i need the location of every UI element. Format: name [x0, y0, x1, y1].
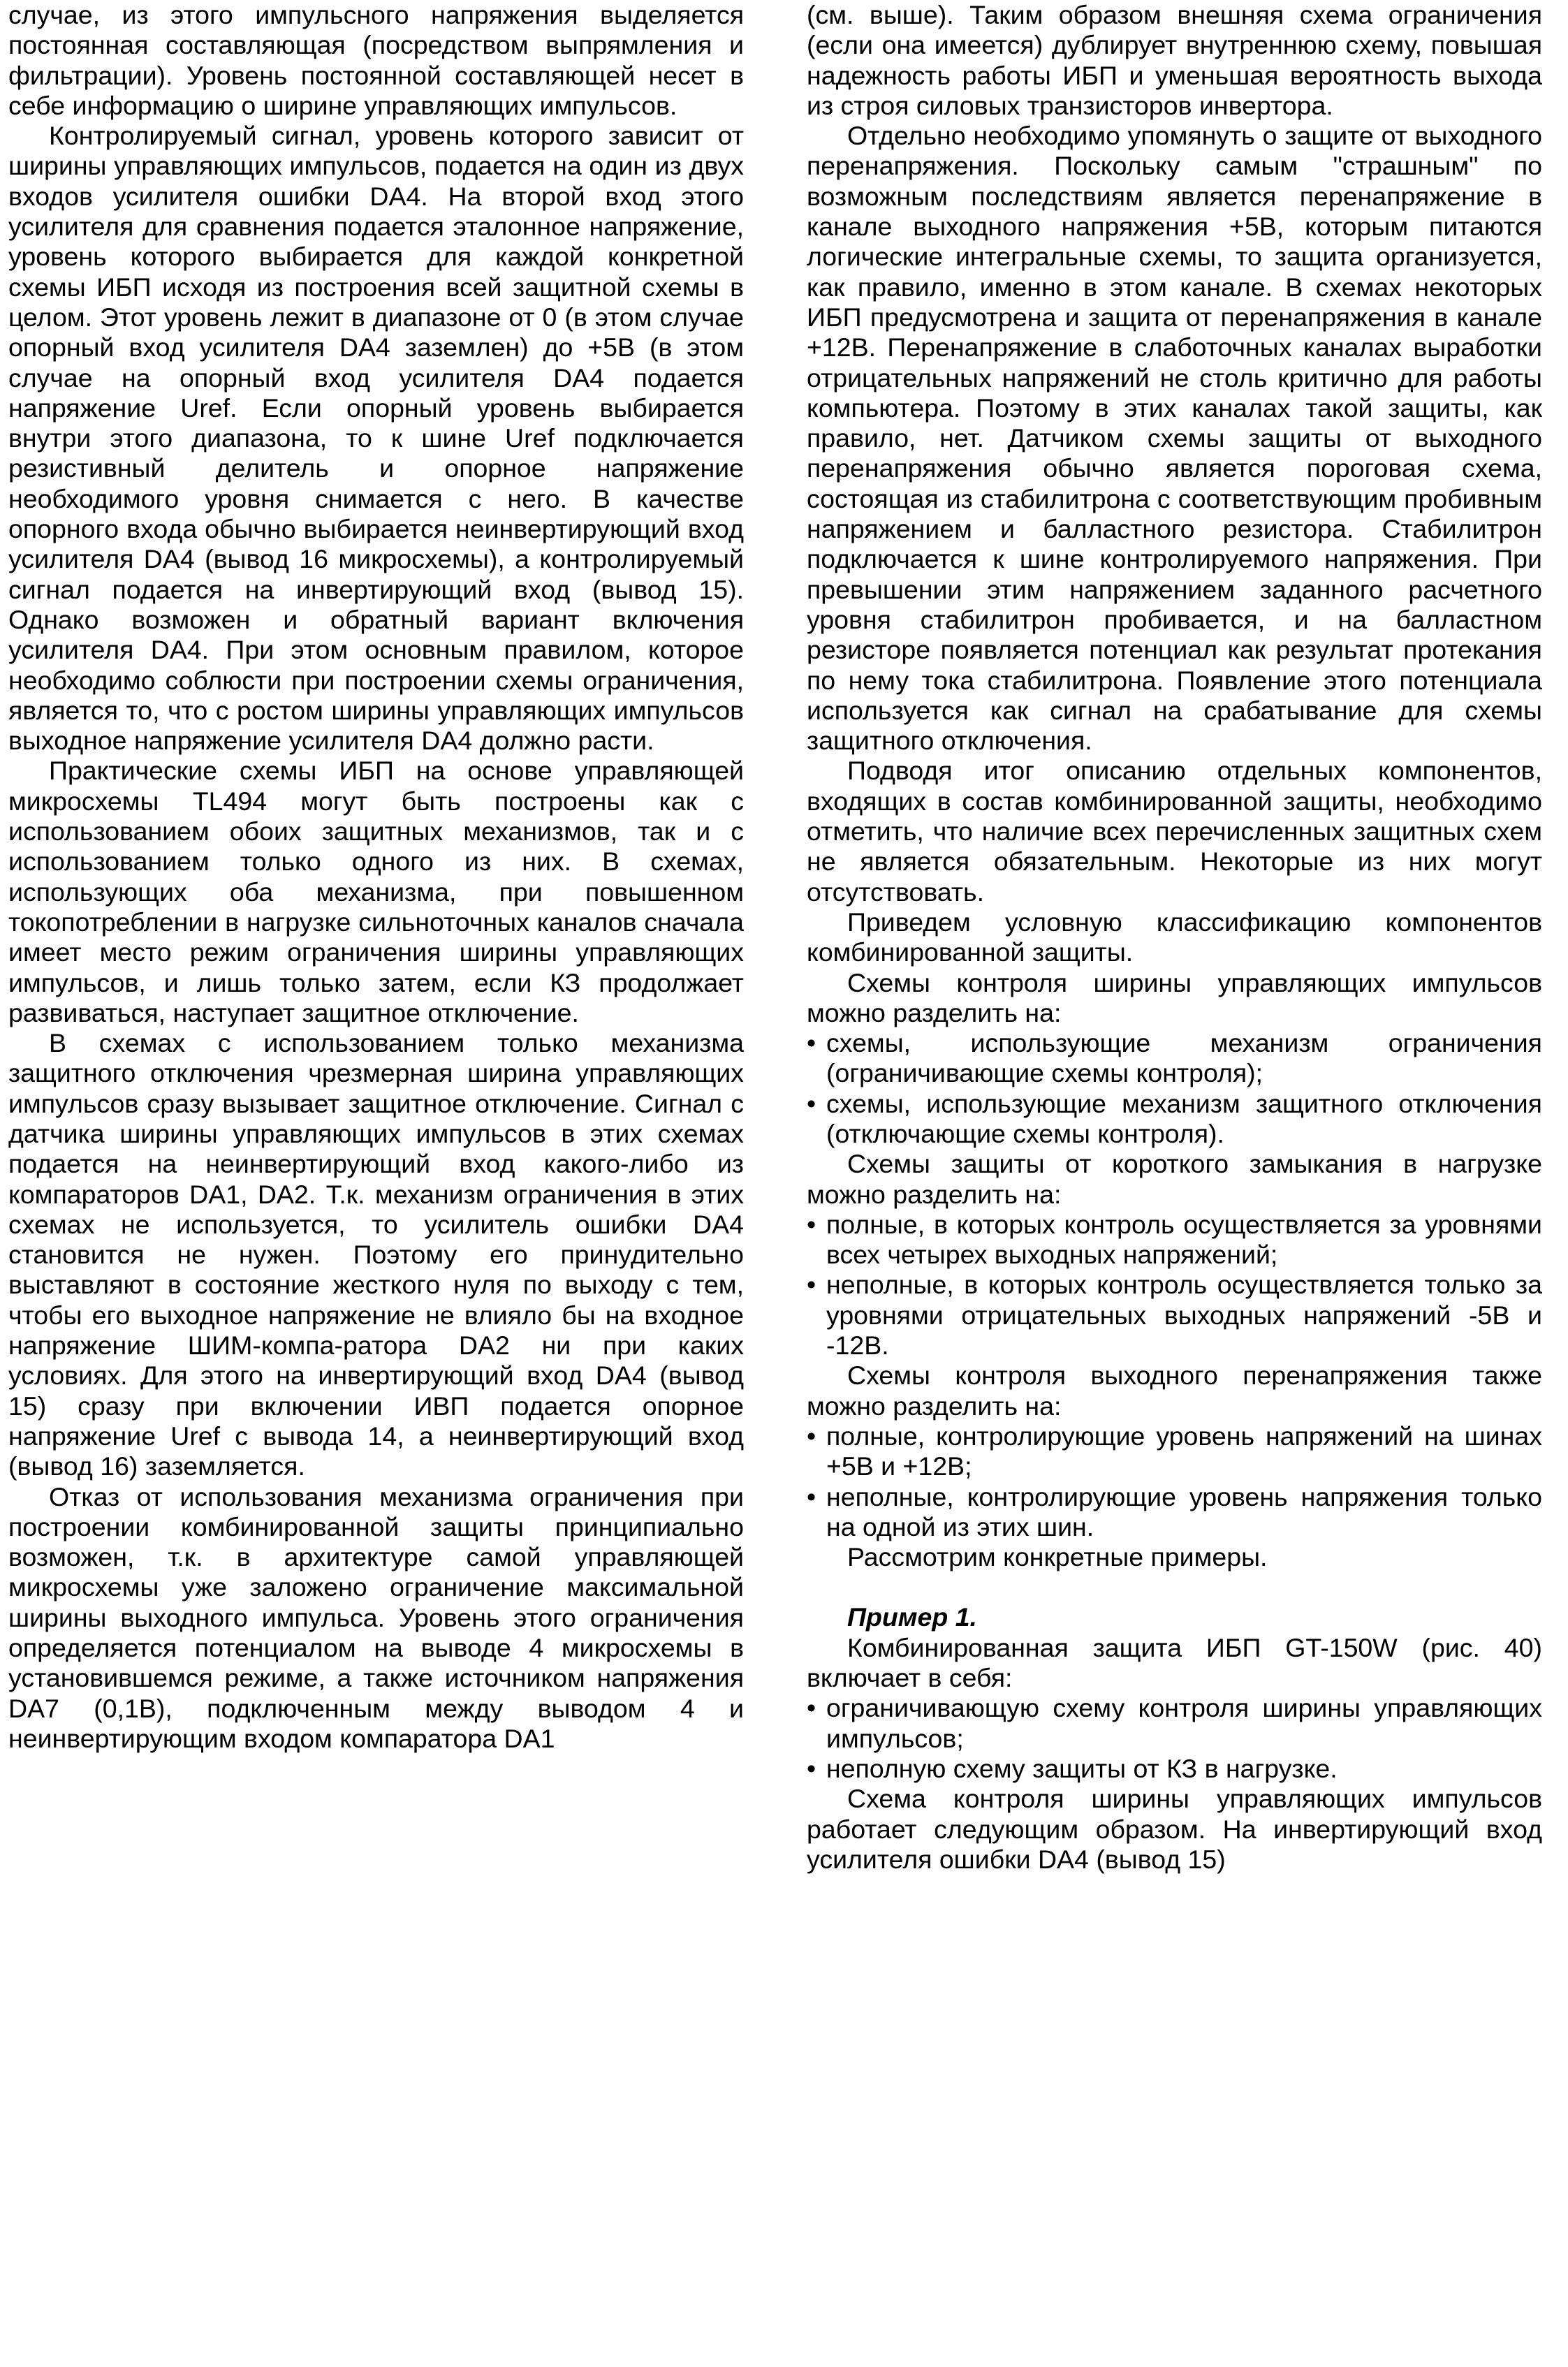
paragraph: Рассмотрим конкретные примеры.	[847, 1542, 1268, 1572]
paragraph: Схемы контроля ширины управляющих импульсов можно разделить на:	[807, 967, 1542, 1027]
list-item-text: неполные, в которых контроль осуществляется только за уровнями отрицательных выходных напряжений -5В и -12В.	[826, 1270, 1542, 1361]
bullet-icon: •	[807, 1693, 816, 1723]
paragraph: В схемах с использованием только механизма защитного отключения чрезмерная ширина управляющих импульсов сразу вызывает защитное отключение. Сигнал с датчика ширины управляющих импульсов в этих схемах подается на неинвертирующий вход какого-либо из компараторов DA1, DA2. Т.к. механизм ограничения в этих схемах не используется, то усилитель ошибки DA4 становится не нужен. Поэтому его принудительно выставляют в состояние жесткого нуля по выходу с тем, чтобы его выходное напряжение не влияло бы на входное напряжение ШИМ-компа-ратора DA2 ни при каких условиях. Для этого на инвертирующий вход DA4 (вывод 15) сразу при включении ИВП подается опорное напряжение Uref с вывода 14, а неинвертирующий вход (вывод 16) заземляется.	[8, 1028, 744, 1481]
paragraph: Схемы защиты от короткого замыкания в нагрузке можно разделить на:	[807, 1149, 1542, 1209]
list-item	[807, 1210, 1542, 1270]
bullet-icon: •	[807, 1028, 816, 1058]
list-item-text: полные, контролирующие уровень напряжений на шинах +5В и +12В;	[826, 1421, 1542, 1481]
paragraph: Комбинированная защита ИБП GT-150W (рис. 40) включает в себя:	[807, 1632, 1542, 1693]
paragraph: Практические схемы ИБП на основе управляющей микросхемы TL494 могут быть построены как с использованием обоих защитных механизмов, так и с использованием только одного из них. В схемах, использующих оба механизма, при повышенном токопотреблении в нагрузке сильноточных каналов сначала имеет место режим ограничения ширины управляющих импульсов, и лишь только затем, если КЗ продолжает развиваться, наступает защитное отключение.	[8, 756, 744, 1027]
paragraph: Приведем условную классификацию компонентов комбинированной защиты.	[807, 907, 1542, 967]
example-heading: Пример 1.	[847, 1602, 977, 1632]
bullet-icon: •	[807, 1270, 816, 1300]
paragraph: Подводя итог описанию отдельных компонентов, входящих в состав комбинированной защиты, необходимо отметить, что наличие всех перечисленных защитных схем не является обязательным. Некоторые из них могут отсутствовать.	[807, 756, 1542, 907]
list-item-text: схемы, использующие механизм защитного отключения (отключающие схемы контроля).	[826, 1088, 1542, 1148]
bullet-icon: •	[807, 1421, 816, 1451]
list-item-text: ограничивающую схему контроля ширины управляющих импульсов;	[826, 1693, 1542, 1753]
spacer	[807, 1572, 1542, 1602]
left-column	[8, 0, 744, 1754]
list-item-text: полные, в которых контроль осуществляется за уровнями всех четырех выходных напряжений;	[826, 1209, 1542, 1270]
list-item-text: схемы, использующие механизм ограничения (ограничивающие схемы контроля);	[826, 1028, 1542, 1088]
paragraph: (см. выше). Таким образом внешняя схема ограничения (если она имеется) дублирует внутреннюю схему, повышая надежность работы ИБП и уменьшая вероятность выхода из строя силовых транзисторов инвертора.	[807, 0, 1542, 120]
paragraph: случае, из этого импульсного напряжения выделяется постоянная составляющая (посредством выпрямления и фильтрации). Уровень постоянной составляющей несет в себе информацию о ширине управляющих импульсов.	[8, 0, 744, 120]
right-column	[807, 0, 1542, 1875]
list-item-text: неполные, контролирующие уровень напряжения только на одной из этих шин.	[826, 1481, 1542, 1541]
list-item	[807, 1028, 1542, 1089]
paragraph: Отдельно необходимо упомянуть о защите от выходного перенапряжения. Поскольку самым "страшным" по возможным последствиям является перенапряжение в канале выходного напряжения +5В, которым питаются логические интегральные схемы, то защита организуется, как правило, именно в этом канале. В схемах некоторых ИБП предусмотрена и защита от перенапряжения в канале +12В. Перенапряжение в слаботочных каналах выработки отрицательных напряжений не столь критично для работы компьютера. Поэтому в этих каналах такой защиты, как правило, нет. Датчиком схемы защиты от выходного перенапряжения обычно является пороговая схема, состоящая из стабилитрона с соответствующим пробивным напряжением и балластного резистора. Стабилитрон подключается к шине контролируемого напряжения. При превышении этим напряжением заданного расчетного уровня стабилитрон пробивается, и на балластном резисторе появляется потенциал как результат протекания по нему тока стабилитрона. Появление этого потенциала используется как сигнал на срабатывание для схемы защитного отключения.	[807, 121, 1542, 756]
bullet-icon: •	[807, 1088, 816, 1118]
list-item	[807, 1089, 1542, 1150]
paragraph: Схемы контроля выходного перенапряжения также можно разделить на:	[807, 1361, 1542, 1421]
paragraph: Контролируемый сигнал, уровень которого зависит от ширины управляющих импульсов, подается на один из двух входов усилителя ошибки DA4. На второй вход этого усилителя для сравнения подается эталонное напряжение, уровень которого выбирается для каждой конкретной схемы ИБП исходя из построения всей защитной схемы в целом. Этот уровень лежит в диапазоне от 0 (в этом случае опорный вход усилителя DA4 заземлен) до +5В (в этом случае на опорный вход усилителя DA4 подается напряжение Uref. Если опорный уровень выбирается внутри этого диапазона, то к шине Uref подключается резистивный делитель и опорное напряжение необходимого уровня снимается с него. В качестве опорного входа обычно выбирается неинвертирующий вход усилителя DA4 (вывод 16 микросхемы), а контролируемый сигнал подается на инвертирующий вход (вывод 15). Однако возможен и обратный вариант включения усилителя DA4. При этом основным правилом, которое необходимо соблюсти при построении схемы ограничения, является то, что с ростом ширины управляющих импульсов выходное напряжение усилителя DA4 должно расти.	[8, 121, 744, 756]
paragraph: Схема контроля ширины управляющих импульсов работает следующим образом. На инвертирующий вход усилителя ошибки DA4 (вывод 15)	[807, 1784, 1542, 1874]
bullet-icon: •	[807, 1753, 816, 1783]
bullet-icon: •	[807, 1209, 816, 1239]
list-item	[807, 1754, 1542, 1784]
list-item-text: неполную схему защиты от КЗ в нагрузке.	[826, 1753, 1338, 1783]
paragraph: Отказ от использования механизма ограничения при построении комбинированной защиты принципиально возможен, т.к. в архитектуре самой управляющей микросхемы уже заложено ограничение максимальной ширины выходного импульса. Уровень этого ограничения определяется потенциалом на выводе 4 микросхемы в установившемся режиме, а также источником напряжения DA7 (0,1В), подключенным между выводом 4 и неинвертирующим входом компаратора DA1	[8, 1481, 744, 1753]
bullet-icon: •	[807, 1481, 816, 1511]
list-item	[807, 1421, 1542, 1482]
list-item	[807, 1693, 1542, 1754]
list-item	[807, 1270, 1542, 1361]
list-item	[807, 1482, 1542, 1543]
